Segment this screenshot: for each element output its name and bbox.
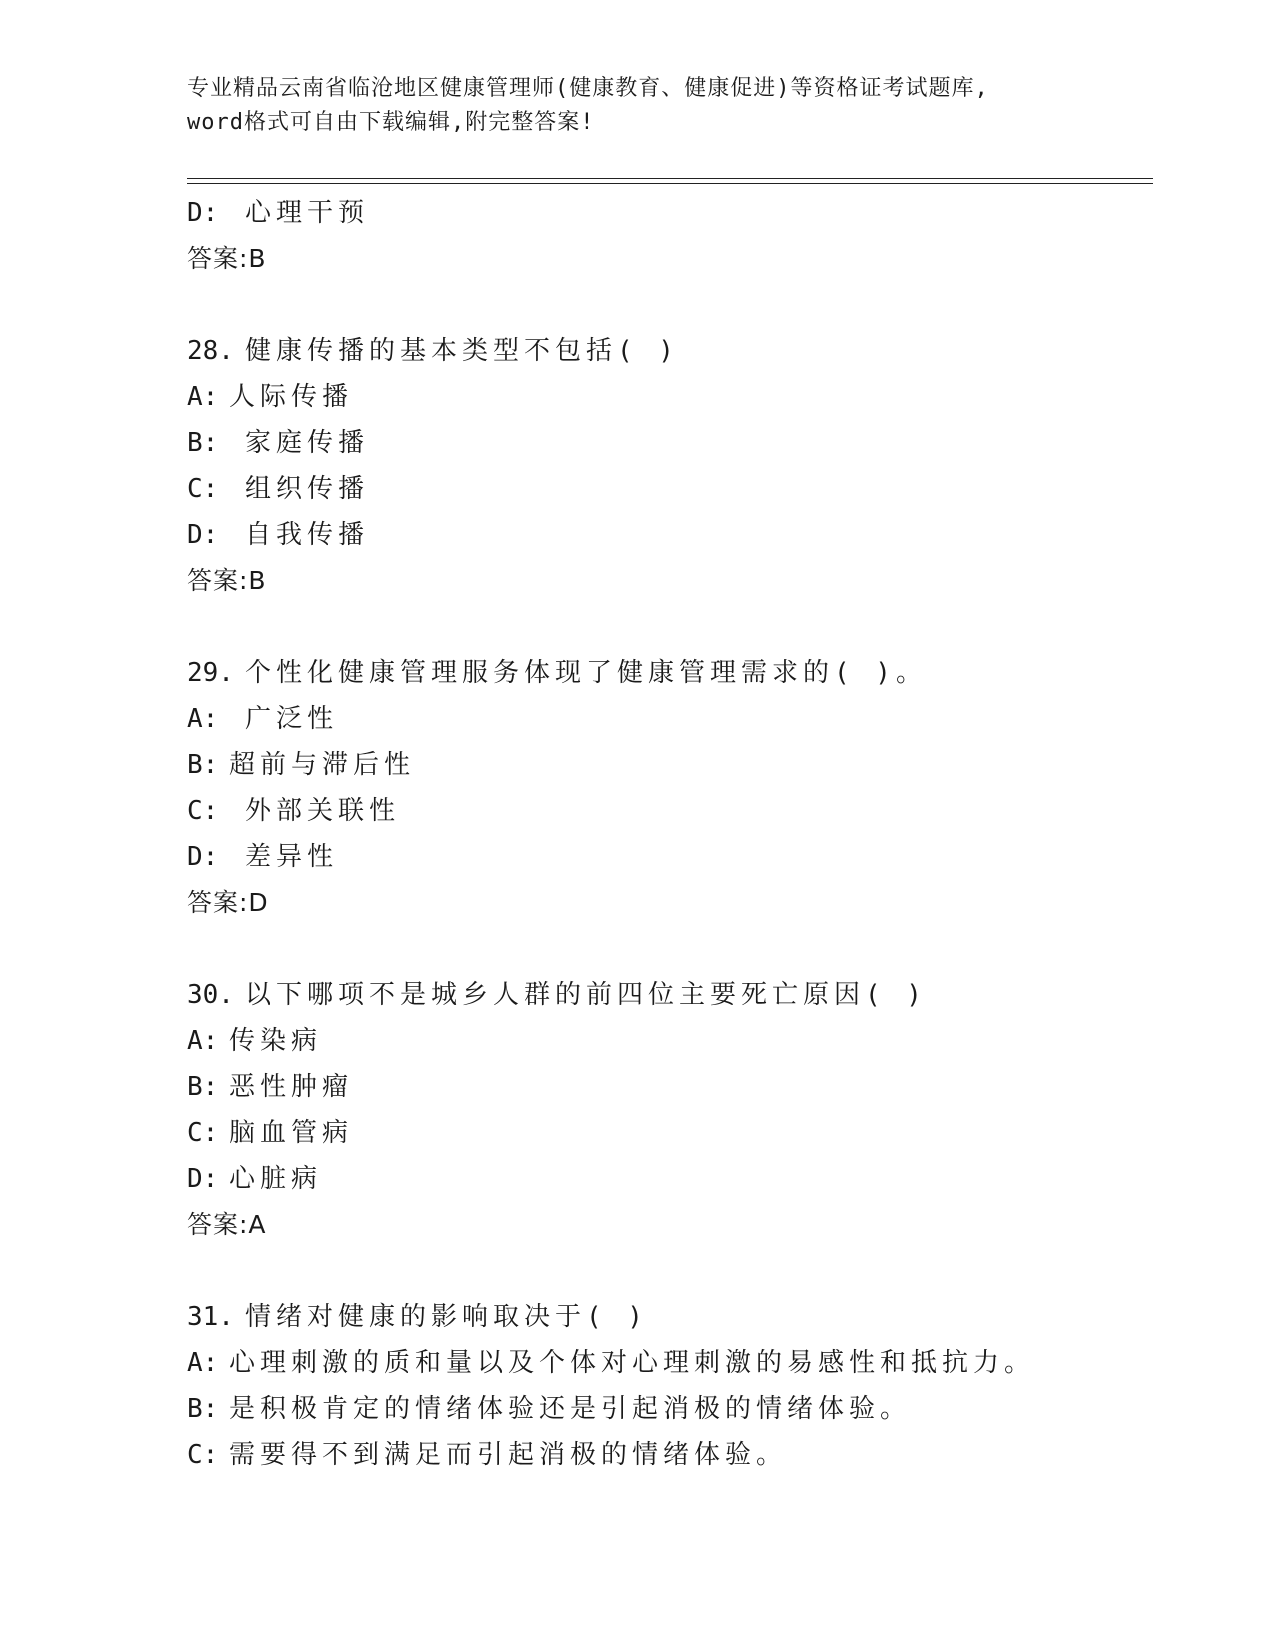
option-text: 心理刺激的质和量以及个体对心理刺激的易感性和抵抗力。 xyxy=(229,1348,1036,1378)
question-text: 情绪对健康的影响取决于( ) xyxy=(245,1302,648,1332)
header-divider-top xyxy=(187,178,1153,179)
option-label: A: xyxy=(187,1348,219,1378)
option-text: 心脏病 xyxy=(229,1164,323,1194)
option-label: A: xyxy=(187,382,219,412)
option-text: 需要得不到满足而引起消极的情绪体验。 xyxy=(229,1440,788,1470)
answer-line: 答案:B xyxy=(187,566,267,595)
option-line xyxy=(187,374,1147,420)
option-line xyxy=(187,190,1147,236)
question-stem xyxy=(187,972,1147,1018)
question-text: 健康传播的基本类型不包括( ) xyxy=(245,336,679,366)
option-line xyxy=(187,1432,1147,1478)
question-stem xyxy=(187,650,1147,696)
option-text: 人际传播 xyxy=(229,382,354,412)
option-text: 超前与滞后性 xyxy=(229,750,416,780)
option-line xyxy=(187,420,1147,466)
option-line xyxy=(187,1386,1147,1432)
option-line xyxy=(187,1340,1147,1386)
answer-line: 答案:A xyxy=(187,1210,267,1239)
question-number: 29. xyxy=(187,658,234,688)
option-line xyxy=(187,466,1147,512)
option-text: 传染病 xyxy=(229,1026,323,1056)
option-label: B: xyxy=(187,1072,219,1102)
answer-line: 答案:D xyxy=(187,888,269,917)
question-list xyxy=(187,190,1147,1478)
option-text: 是积极肯定的情绪体验还是引起消极的情绪体验。 xyxy=(229,1394,912,1424)
question-stem xyxy=(187,1294,1147,1340)
option-label: B: xyxy=(187,1394,219,1424)
option-label: D: xyxy=(187,520,219,550)
option-line xyxy=(187,1156,1147,1202)
option-line xyxy=(187,742,1147,788)
option-label: D: xyxy=(187,198,219,228)
option-line xyxy=(187,512,1147,558)
question-number: 30. xyxy=(187,980,234,1010)
option-label: C: xyxy=(187,796,219,826)
option-label: B: xyxy=(187,428,219,458)
document-header xyxy=(187,72,1147,140)
option-line xyxy=(187,696,1147,742)
option-label: C: xyxy=(187,1118,219,1148)
option-line xyxy=(187,1064,1147,1110)
option-line xyxy=(187,834,1147,880)
option-text: 恶性肿瘤 xyxy=(229,1072,354,1102)
option-text: 外部关联性 xyxy=(245,796,401,826)
question-text: 以下哪项不是城乡人群的前四位主要死亡原因( ) xyxy=(245,980,927,1010)
option-label: C: xyxy=(187,474,219,504)
option-text: 组织传播 xyxy=(245,474,370,504)
option-line xyxy=(187,1018,1147,1064)
answer-line: 答案:B xyxy=(187,244,267,273)
option-label: D: xyxy=(187,1164,219,1194)
option-text: 自我传播 xyxy=(245,520,370,550)
option-text: 广泛性 xyxy=(245,704,339,734)
option-text: 差异性 xyxy=(245,842,339,872)
option-label: B: xyxy=(187,750,219,780)
header-line-1: 专业精品云南省临沧地区健康管理师(健康教育、健康促进)等资格证考试题库, xyxy=(187,76,989,101)
option-label: A: xyxy=(187,704,219,734)
question-stem xyxy=(187,328,1147,374)
option-text: 脑血管病 xyxy=(229,1118,354,1148)
option-text: 家庭传播 xyxy=(245,428,370,458)
header-divider-bottom xyxy=(187,183,1153,184)
question-text: 个性化健康管理服务体现了健康管理需求的( )。 xyxy=(245,658,927,688)
option-label: D: xyxy=(187,842,219,872)
option-label: A: xyxy=(187,1026,219,1056)
question-number: 28. xyxy=(187,336,234,366)
question-number: 31. xyxy=(187,1302,234,1332)
option-line xyxy=(187,1110,1147,1156)
option-text: 心理干预 xyxy=(245,198,370,228)
option-line xyxy=(187,788,1147,834)
option-label: C: xyxy=(187,1440,219,1470)
header-line-2: word格式可自由下载编辑,附完整答案! xyxy=(187,110,595,135)
